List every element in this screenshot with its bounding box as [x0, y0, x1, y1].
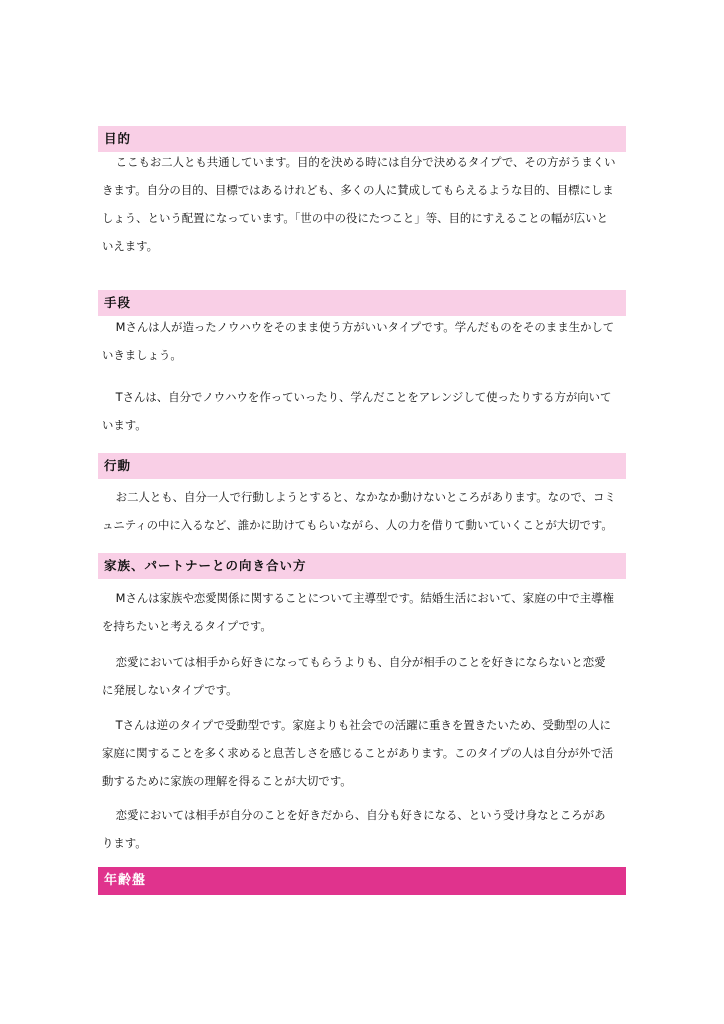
section-heading-purpose: 目的 [98, 126, 626, 152]
section-heading-age-chart: 年齢盤 [98, 867, 626, 895]
family-paragraph-m: Mさんは家族や恋愛関係に関することについて主導型です。結婚生活において、家庭の中で主導権を持ちたいと考えるタイプです。 [102, 591, 614, 633]
section-heading-means: 手段 [98, 290, 626, 316]
means-paragraph-t: Tさんは、自分でノウハウを作っていったり、学んだことをアレンジして使ったりする方が向いています。 [102, 390, 612, 432]
family-paragraph-t: Tさんは逆のタイプで受動型です。家庭よりも社会での活躍に重きを置きたいため、受動型の人に家庭に関することを多く求めると息苦しさを感じることがあります。このタイプの人は自分が外で活動するために家族の理解を得ることが大切です。 [102, 718, 614, 788]
action-paragraph: お二人とも、自分一人で行動しようとすると、なかなか動けないところがあります。なので、コミュニティの中に入るなど、誰かに助けてもらいながら、人の力を借りて動いていくことが大切です。 [102, 490, 616, 532]
purpose-paragraph: ここもお二人とも共通しています。目的を決める時には自分で決めるタイプで、その方がうまくいきます。自分の目的、目標ではあるけれども、多くの人に賛成してもらえるような目的、目標にしましょう、という配置になっています。「世の中の役にたつこと」等、目的にすえることの幅が広いといえます。 [102, 155, 616, 253]
section-heading-action: 行動 [98, 453, 626, 479]
section-heading-family: 家族、パートナーとの向き合い方 [98, 553, 626, 579]
means-paragraph-m: Mさんは人が造ったノウハウをそのまま使う方がいいタイプです。学んだものをそのまま生かしていきましょう。 [102, 320, 615, 362]
family-paragraph-t-love: 恋愛においては相手が自分のことを好きだから、自分も好きになる、という受け身なところがあります。 [102, 808, 606, 850]
family-paragraph-m-love: 恋愛においては相手から好きになってもらうよりも、自分が相手のことを好きにならないと恋愛に発展しないタイプです。 [102, 655, 606, 697]
